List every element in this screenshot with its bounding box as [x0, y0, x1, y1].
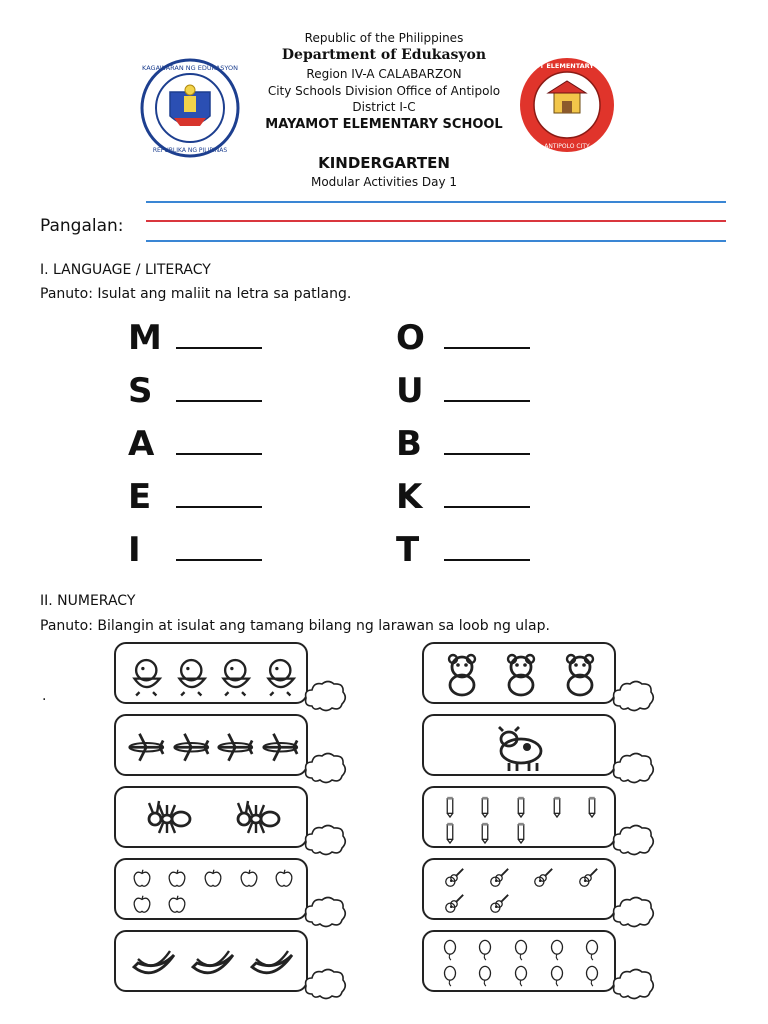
section1-heading: I. LANGUAGE / LITERACY — [40, 262, 211, 278]
uppercase-letter: U — [396, 371, 424, 411]
svg-text:REPUBLIKA NG PILIPINAS: REPUBLIKA NG PILIPINAS — [152, 147, 228, 154]
guitar-icon — [488, 867, 510, 889]
header-department: Department of Edukasyon — [281, 47, 487, 63]
header-district: District I-C — [352, 100, 416, 114]
answer-blank[interactable] — [444, 398, 530, 402]
guitar-icon — [443, 893, 465, 915]
answer-blank[interactable] — [444, 504, 530, 508]
section2-instruction: Panuto: Bilangin at isulat ang tamang bilang ng larawan sa loob ng ulap. — [40, 618, 550, 634]
section2-heading: II. NUMERACY — [40, 593, 136, 609]
letter-row — [396, 477, 530, 517]
answer-cloud[interactable] — [610, 678, 656, 714]
answer-blank[interactable] — [176, 398, 262, 402]
banana-icon — [189, 939, 237, 987]
bear-icon — [497, 651, 545, 699]
airplane-icon — [126, 727, 167, 768]
pencil-icon — [581, 795, 603, 817]
picture-box — [422, 714, 616, 776]
uppercase-letter: O — [396, 318, 425, 358]
pencil-icon — [510, 795, 532, 817]
picture-box — [114, 930, 308, 992]
guitar-icon — [488, 893, 510, 915]
name-label: Pangalan: — [40, 216, 124, 236]
answer-cloud[interactable] — [610, 966, 656, 1002]
apple-icon — [166, 893, 188, 915]
pencil-icon — [510, 821, 532, 843]
header-school: MAYAMOT ELEMENTARY SCHOOL — [265, 117, 503, 132]
guitar-icon — [443, 867, 465, 889]
answer-cloud[interactable] — [610, 894, 656, 930]
banana-icon — [248, 939, 296, 987]
picture-box — [422, 642, 616, 704]
ant-icon — [234, 795, 282, 843]
answer-cloud[interactable] — [302, 678, 348, 714]
letter-row — [128, 424, 262, 464]
title-kindergarten: KINDERGARTEN — [318, 154, 450, 172]
picture-box — [114, 642, 308, 704]
banana-icon — [130, 939, 178, 987]
balloon-icon — [581, 939, 603, 961]
balloon-icon — [546, 939, 568, 961]
balloon-icon — [474, 939, 496, 961]
name-input-line[interactable] — [146, 240, 726, 242]
stray-mark: . — [42, 688, 47, 704]
uppercase-letter: I — [128, 530, 141, 570]
airplane-icon — [260, 727, 301, 768]
picture-box — [114, 858, 308, 920]
letter-row — [396, 318, 530, 358]
apple-icon — [202, 867, 224, 889]
letter-row — [396, 371, 530, 411]
bird-icon — [260, 655, 301, 696]
uppercase-letter: B — [396, 424, 422, 464]
uppercase-letter: K — [396, 477, 423, 517]
letter-row — [128, 477, 262, 517]
bear-icon — [556, 651, 604, 699]
letter-row — [128, 530, 262, 570]
balloon-icon — [474, 965, 496, 987]
uppercase-letter: T — [396, 530, 420, 570]
balloon-icon — [546, 965, 568, 987]
cow-icon — [497, 723, 545, 771]
balloon-icon — [510, 939, 532, 961]
apple-icon — [131, 893, 153, 915]
header-region: Region IV-A CALABARZON — [306, 67, 462, 81]
picture-box — [114, 714, 308, 776]
answer-blank[interactable] — [176, 345, 262, 349]
section1-instruction: Panuto: Isulat ang maliit na letra sa patlang. — [40, 286, 352, 302]
answer-cloud[interactable] — [302, 894, 348, 930]
guitar-icon — [532, 867, 554, 889]
picture-box — [422, 786, 616, 848]
balloon-icon — [439, 939, 461, 961]
answer-cloud[interactable] — [302, 966, 348, 1002]
airplane-icon — [215, 727, 256, 768]
bird-icon — [126, 655, 167, 696]
svg-text:MAYAMOT ELEMENTARY SCHOOL: MAYAMOT ELEMENTARY SCHOOL — [507, 62, 627, 70]
answer-blank[interactable] — [176, 557, 262, 561]
answer-cloud[interactable] — [610, 822, 656, 858]
balloon-icon — [439, 965, 461, 987]
ant-icon — [145, 795, 193, 843]
name-line-top — [146, 201, 726, 203]
apple-icon — [273, 867, 295, 889]
apple-icon — [238, 867, 260, 889]
picture-box — [422, 930, 616, 992]
answer-blank[interactable] — [176, 504, 262, 508]
pencil-icon — [439, 795, 461, 817]
uppercase-letter: A — [128, 424, 155, 464]
header-republic: Republic of the Philippines — [304, 31, 464, 45]
svg-text:KAGAWARAN NG EDUKASYON: KAGAWARAN NG EDUKASYON — [142, 64, 238, 72]
letter-row — [396, 530, 530, 570]
answer-blank[interactable] — [176, 451, 262, 455]
title-subtitle: Modular Activities Day 1 — [310, 175, 458, 189]
guitar-icon — [577, 867, 599, 889]
pencil-icon — [439, 821, 461, 843]
picture-box — [422, 858, 616, 920]
header-division: City Schools Division Office of Antipolo — [267, 84, 501, 98]
apple-icon — [166, 867, 188, 889]
balloon-icon — [581, 965, 603, 987]
answer-blank[interactable] — [444, 345, 530, 349]
pencil-icon — [474, 795, 496, 817]
letter-row — [396, 424, 530, 464]
answer-cloud[interactable] — [302, 822, 348, 858]
pencil-icon — [546, 795, 568, 817]
letter-row — [128, 318, 262, 358]
letter-row — [128, 371, 262, 411]
bird-icon — [171, 655, 212, 696]
answer-cloud[interactable] — [302, 750, 348, 786]
uppercase-letter: E — [128, 477, 152, 517]
answer-blank[interactable] — [444, 451, 530, 455]
answer-blank[interactable] — [444, 557, 530, 561]
name-line-middle — [146, 220, 726, 222]
uppercase-letter: M — [128, 318, 162, 358]
svg-text:ANTIPOLO CITY: ANTIPOLO CITY — [544, 143, 590, 150]
airplane-icon — [171, 727, 212, 768]
answer-cloud[interactable] — [610, 750, 656, 786]
apple-icon — [131, 867, 153, 889]
pencil-icon — [474, 821, 496, 843]
bird-icon — [215, 655, 256, 696]
picture-box — [114, 786, 308, 848]
uppercase-letter: S — [128, 371, 153, 411]
balloon-icon — [510, 965, 532, 987]
bear-icon — [438, 651, 486, 699]
